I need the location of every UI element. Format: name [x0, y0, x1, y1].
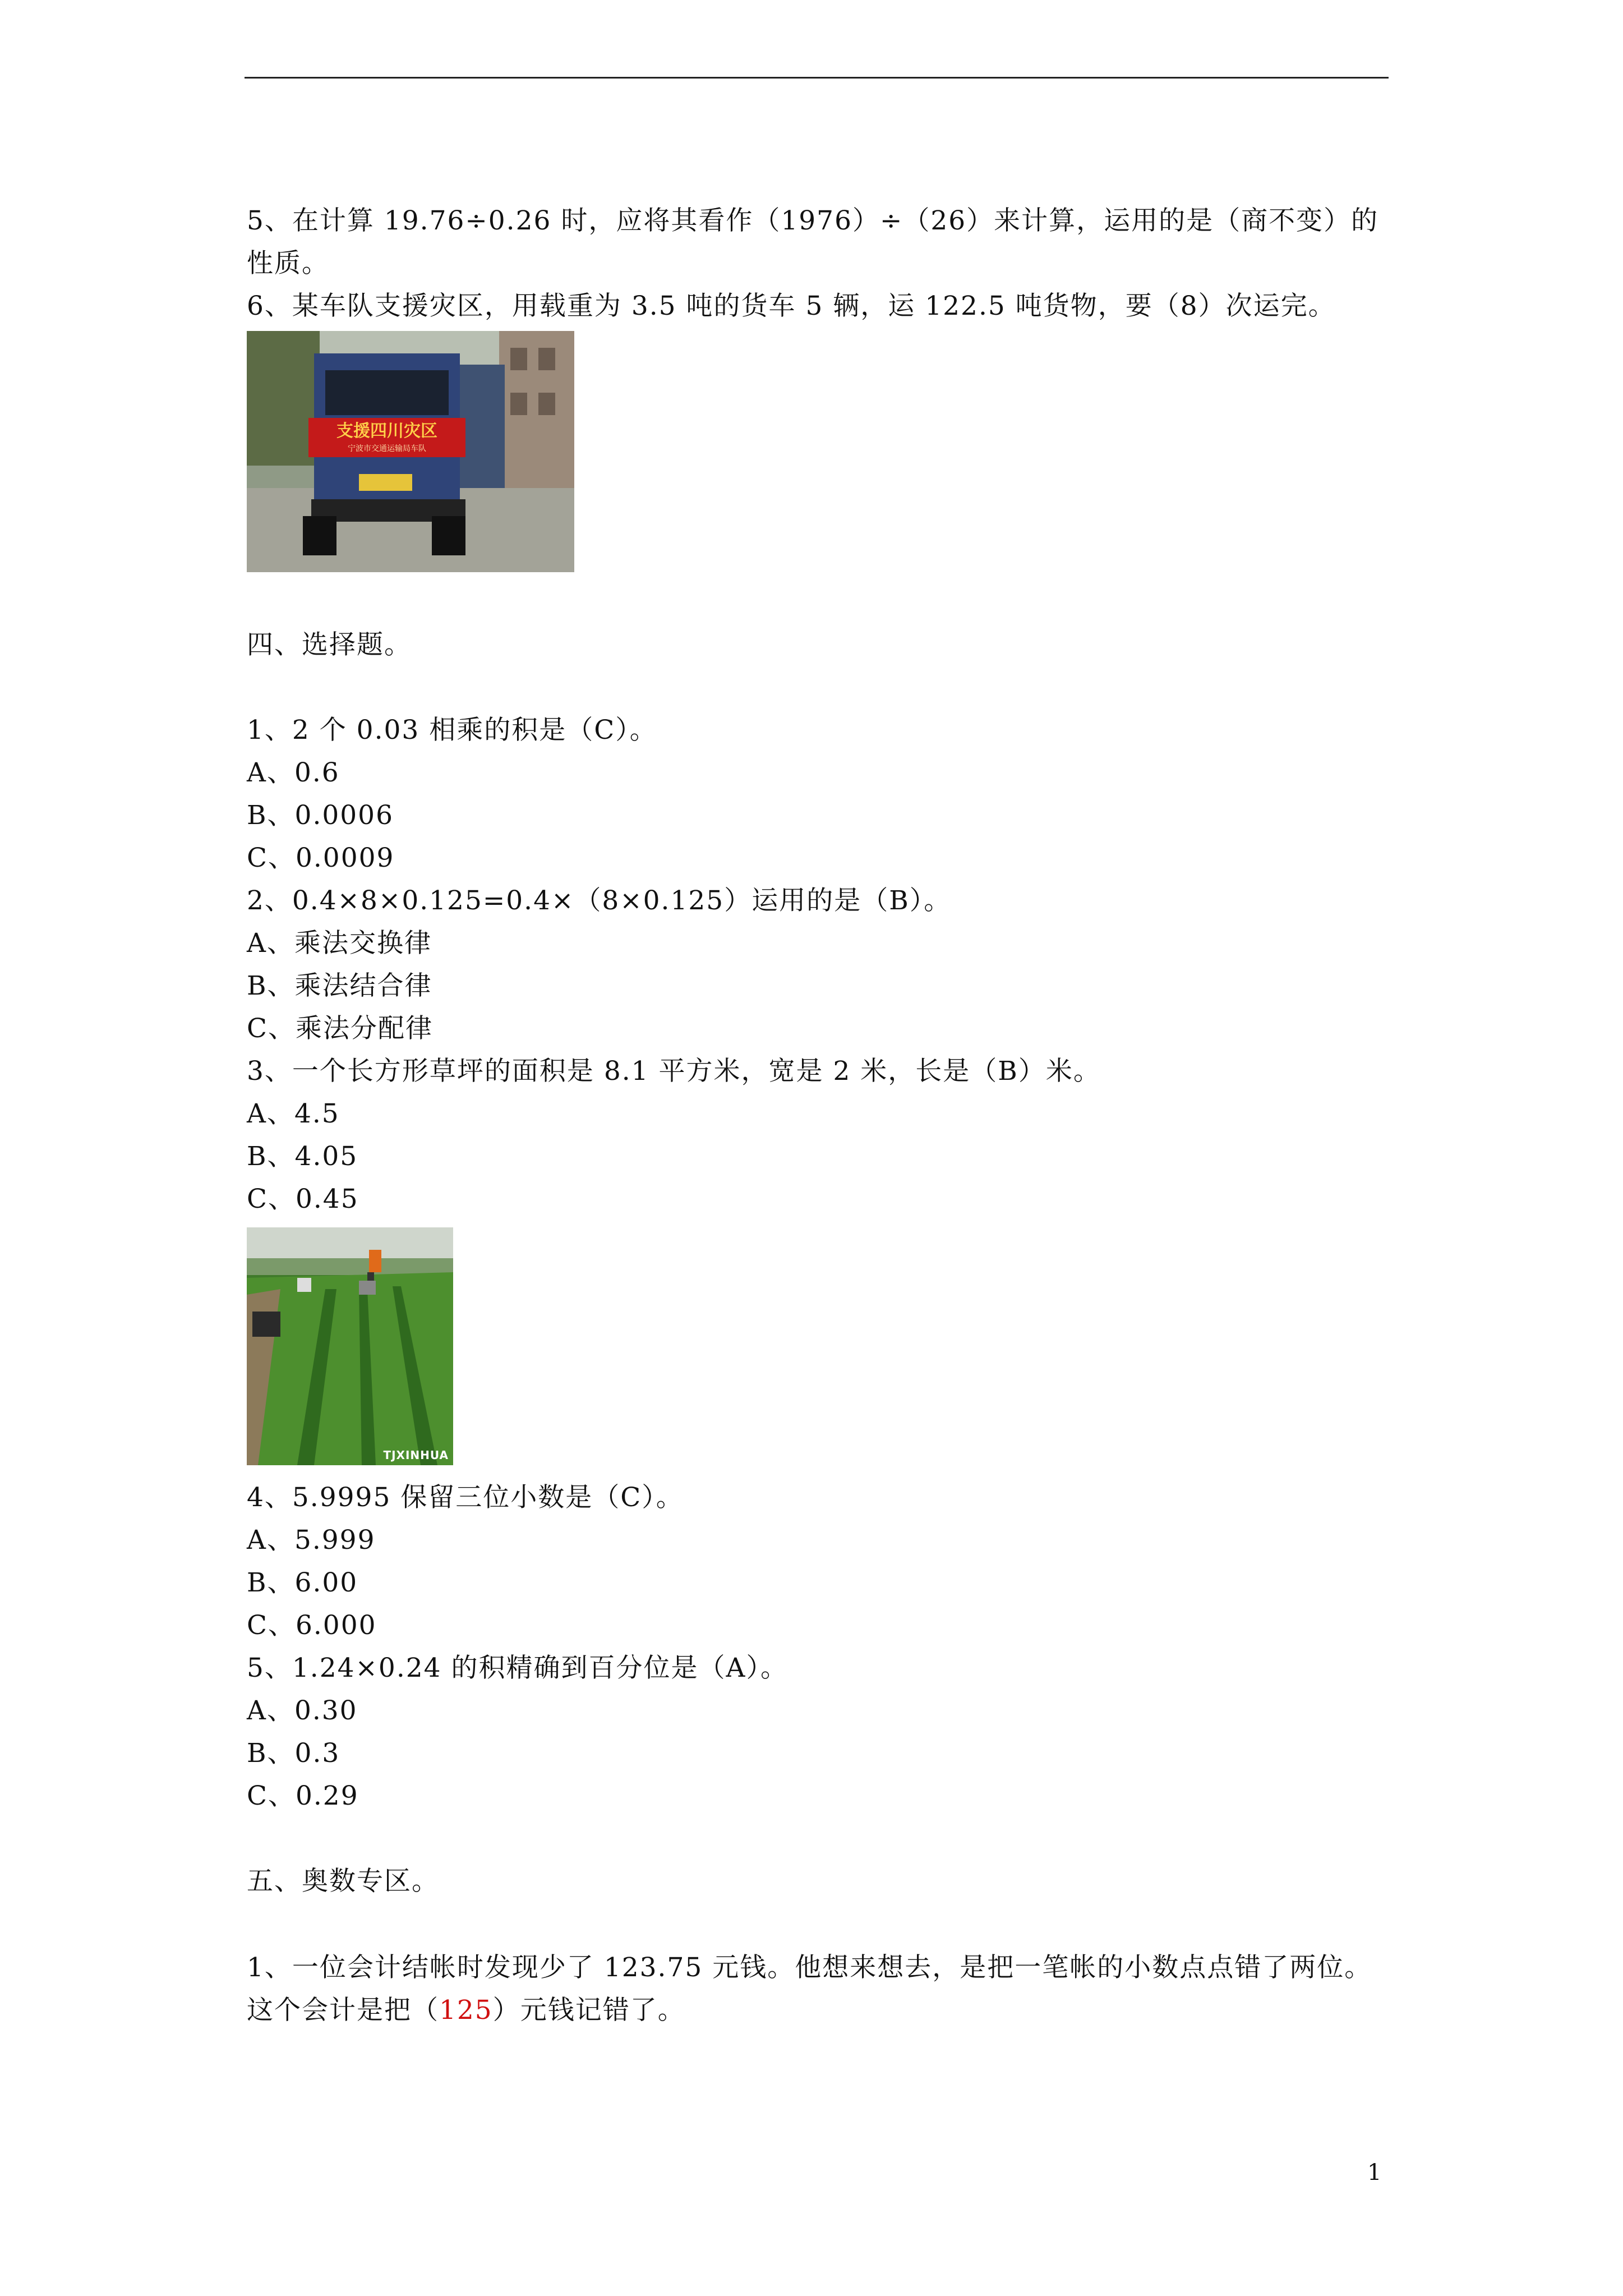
- question-5-1-text-after: ）元钱记错了。: [492, 1995, 685, 2026]
- option-4-5-b: B、0.3: [247, 1738, 340, 1769]
- question-5-1-line-1: 1、一位会计结帐时发现少了 123.75 元钱。他想来想去，是把一笔帐的小数点点错了两位。: [247, 1952, 1372, 1983]
- question-5-1-text-before: 这个会计是把（: [247, 1995, 439, 2026]
- option-4-1-c: C、0.0009: [247, 843, 395, 873]
- option-4-2-b: B、乘法结合律: [247, 970, 432, 1001]
- question-4-4: 4、5.9995 保留三位小数是（C）。: [247, 1482, 684, 1513]
- question-3-5-line-1: 5、在计算 19.76÷0.26 时，应将其看作（1976）÷（26）来计算，运用的是（商不变）的: [247, 205, 1379, 236]
- page-number: 1: [1367, 2160, 1382, 2185]
- section-5-heading: 五、奥数专区。: [247, 1866, 439, 1897]
- option-4-4-a: A、5.999: [247, 1525, 376, 1556]
- option-4-1-a: A、0.6: [247, 757, 340, 788]
- option-4-2-c: C、乘法分配律: [247, 1013, 433, 1044]
- question-4-5: 5、1.24×0.24 的积精确到百分位是（A）。: [247, 1653, 788, 1683]
- option-4-5-a: A、0.30: [247, 1695, 358, 1726]
- question-5-1-answer: 125: [439, 1995, 493, 2026]
- question-3-6: 6、某车队支援灾区，用载重为 3.5 吨的货车 5 辆，运 122.5 吨货物，要（8）次运完。: [247, 291, 1336, 321]
- option-4-3-c: C、0.45: [247, 1184, 359, 1214]
- question-4-2: 2、0.4×8×0.125=0.4×（8×0.125）运用的是（B）。: [247, 885, 952, 916]
- question-4-3: 3、一个长方形草坪的面积是 8.1 平方米，宽是 2 米，长是（B）米。: [247, 1056, 1101, 1087]
- section-4-heading: 四、选择题。: [247, 629, 412, 660]
- option-4-2-a: A、乘法交换律: [247, 928, 432, 959]
- lawn-photo-watermark: TJXINHUA: [383, 1448, 449, 1462]
- option-4-4-c: C、6.000: [247, 1610, 377, 1641]
- option-4-4-b: B、6.00: [247, 1567, 358, 1598]
- truck-photo: [247, 331, 574, 572]
- question-5-1-line-2: [247, 1994, 685, 2027]
- header-rule: [245, 77, 1389, 79]
- option-4-3-b: B、4.05: [247, 1141, 358, 1172]
- question-4-1: 1、2 个 0.03 相乘的积是（C）。: [247, 715, 657, 746]
- lawn-photo: [247, 1227, 453, 1465]
- option-4-1-b: B、0.0006: [247, 800, 394, 831]
- option-4-3-a: A、4.5: [247, 1098, 340, 1129]
- truck-banner-text: 支援四川灾区: [336, 421, 437, 441]
- option-4-5-c: C、0.29: [247, 1780, 359, 1811]
- question-3-5-line-2: 性质。: [247, 248, 329, 279]
- truck-banner-subtext: 宁波市交通运输局车队: [348, 444, 426, 453]
